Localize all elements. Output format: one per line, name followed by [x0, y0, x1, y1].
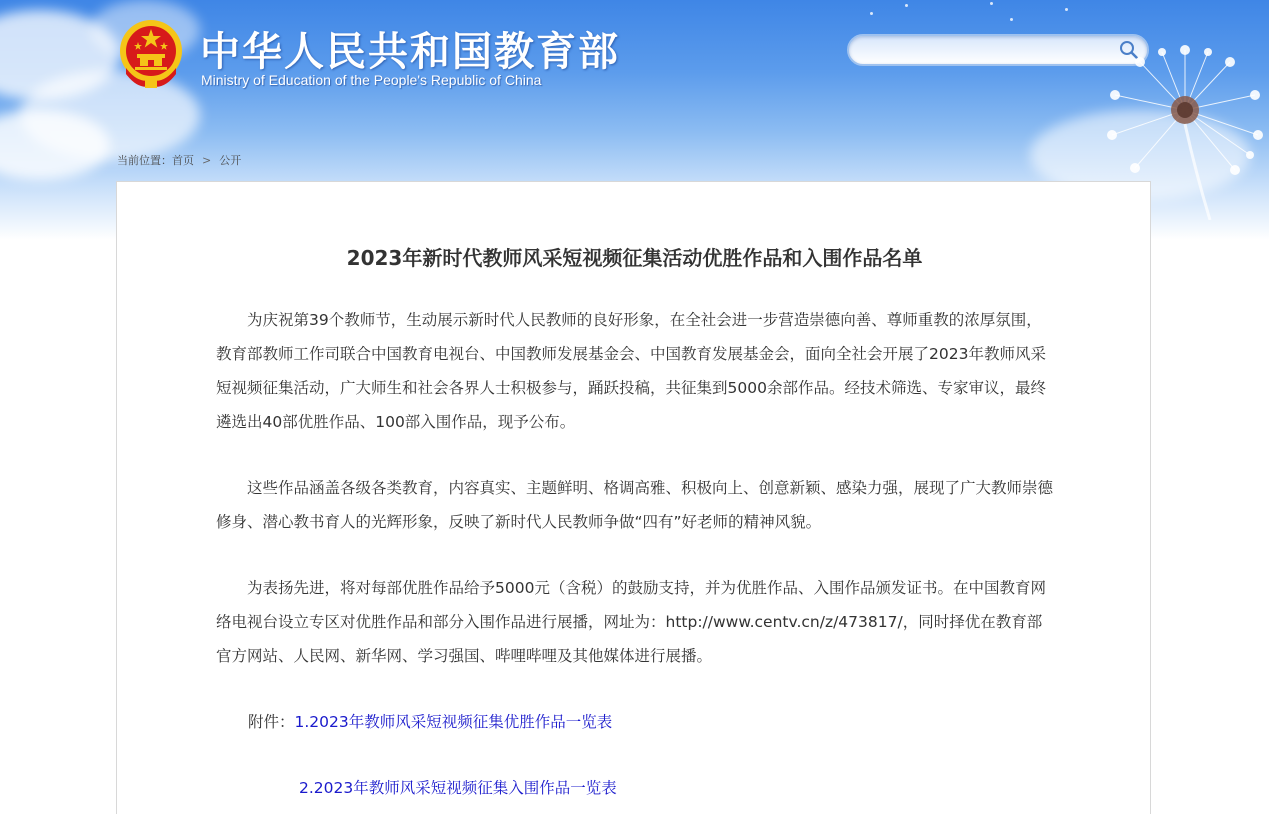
article-paragraph: 这些作品涵盖各级各类教育，内容真实、主题鲜明、格调高雅、积极向上、创意新颖、感染力强，展现了广大教师崇德修身、潜心教书育人的光辉形象，反映了新时代人民教师争做“四有”好老师的精神风貌。 — [216, 479, 1054, 531]
article-paragraph: 为表扬先进，将对每部优胜作品给予5000元（含税）的鼓励支持，并为优胜作品、入围作品颁发证书。在中国教育网络电视台设立专区对优胜作品和部分入围作品进行展播，网址为：http://www.centv.cn/z/473817/，同时择优在教育部官方网站、人民网、新华网、学习强国、哔哩哔哩及其他媒体进行展播。 — [216, 579, 1046, 665]
sparkle-decoration — [990, 2, 993, 5]
article-paragraph: 为庆祝第39个教师节，生动展示新时代人民教师的良好形象，在全社会进一步营造崇德向善、尊师重教的浓厚氛围，教育部教师工作司联合中国教育电视台、中国教师发展基金会、中国教育发展基金会，面向全社会开展了2023年教师风采短视频征集活动，广大师生和社会各界人士积极参与，踊跃投稿，共征集到5000余部作品。经技术筛选、专家审议，最终遴选出40部优胜作品、100部入围作品，现予公布。 — [216, 311, 1046, 431]
attachment-link-finalists[interactable]: 2.2023年教师风采短视频征集入围作品一览表 — [299, 779, 617, 797]
site-title-en[interactable]: Ministry of Education of the People's Republic of China — [201, 72, 542, 88]
breadcrumb-prefix: 当前位置： — [117, 154, 172, 167]
sparkle-decoration — [1010, 18, 1013, 21]
attachment-line — [299, 771, 617, 805]
site-title-cn[interactable]: 中华人民共和国教育部 — [200, 29, 620, 75]
breadcrumb-home-link[interactable]: 首页 — [172, 154, 194, 167]
attachment-line — [248, 705, 612, 739]
article-container — [116, 181, 1151, 814]
sparkle-decoration — [1065, 8, 1068, 11]
attachment-label: 附件： — [248, 713, 295, 731]
breadcrumb-separator: > — [202, 154, 212, 167]
attachment-link-winners[interactable]: 1.2023年教师风采短视频征集优胜作品一览表 — [294, 713, 613, 731]
national-emblem-icon[interactable] — [118, 18, 184, 90]
sparkle-decoration — [905, 4, 908, 7]
sparkle-decoration — [870, 12, 873, 15]
article-title: 2023年新时代教师风采短视频征集活动优胜作品和入围作品名单 — [346, 246, 923, 270]
search-input[interactable] — [861, 40, 1111, 60]
breadcrumb-current-link[interactable]: 公开 — [219, 154, 242, 167]
breadcrumb — [117, 152, 241, 168]
